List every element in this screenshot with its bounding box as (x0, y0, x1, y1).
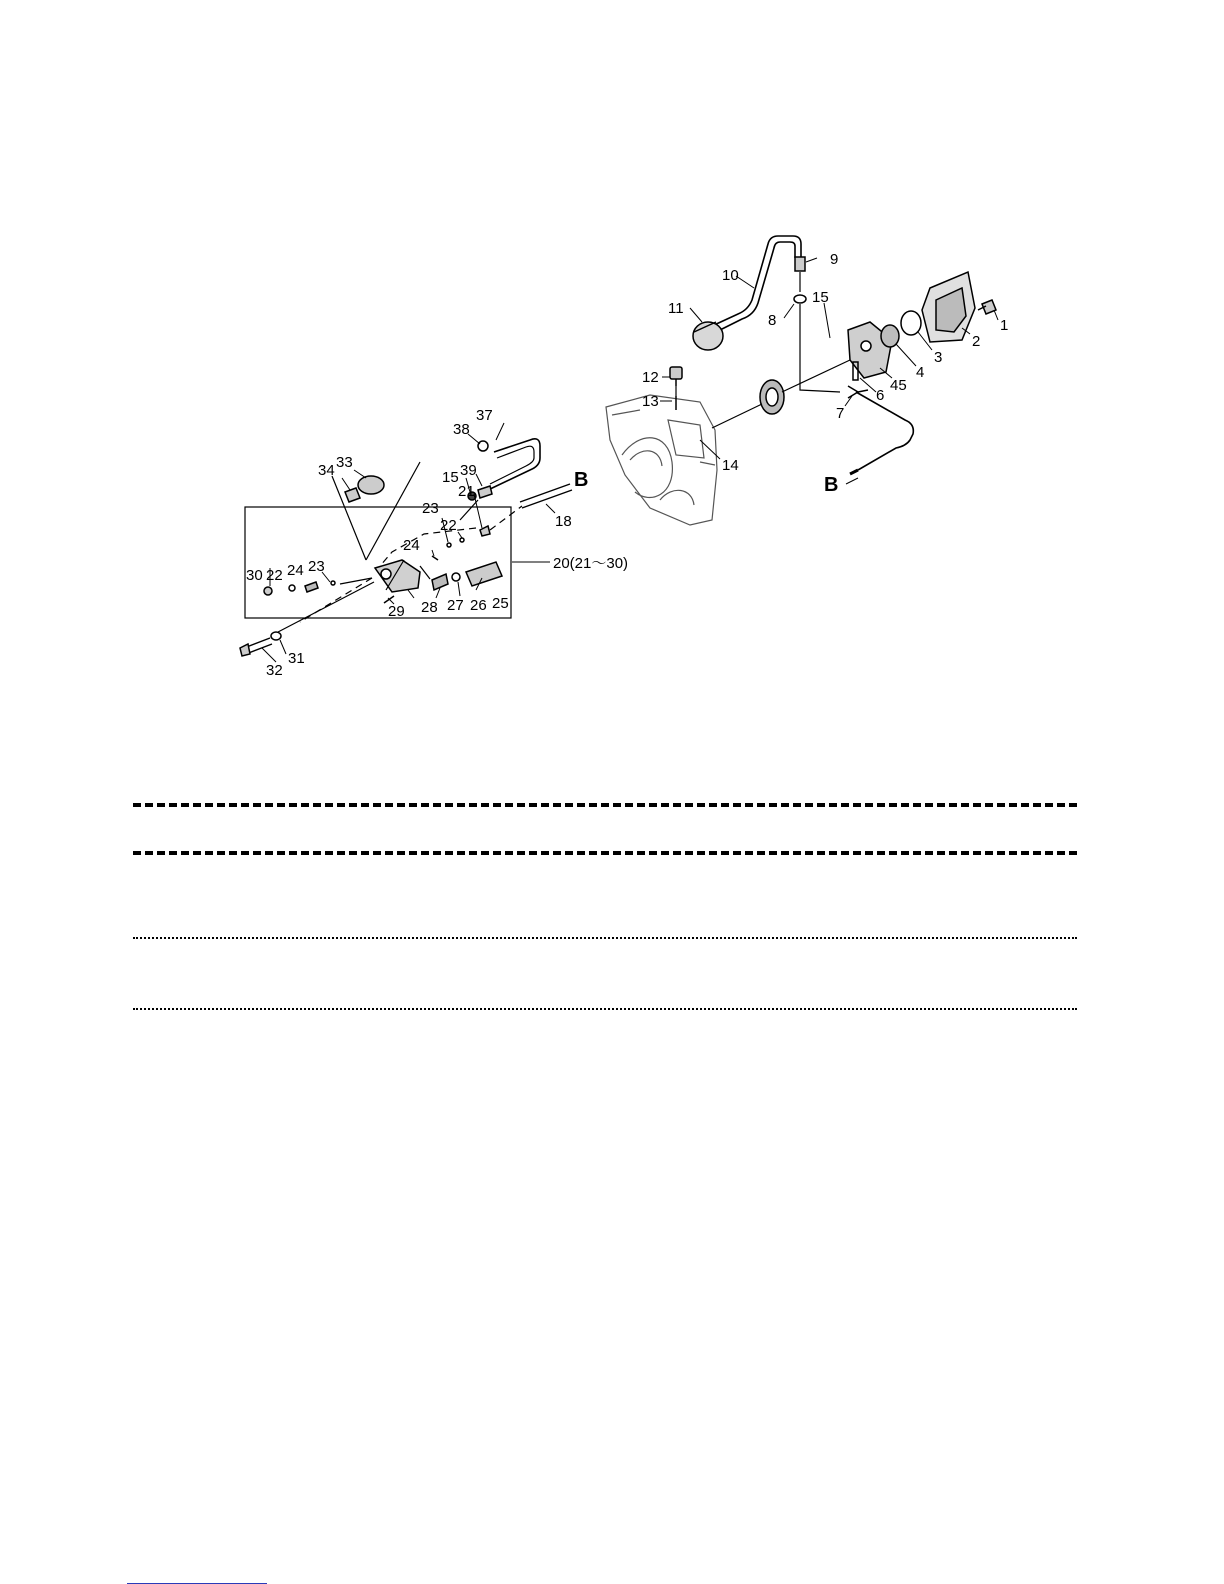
oil-seal-ring (760, 380, 784, 414)
adjuster-screw-12 (670, 367, 682, 386)
washer-8 (794, 295, 806, 303)
callout-21: 21 (458, 483, 475, 500)
callout-25: 25 (492, 595, 509, 612)
dotted-rule-bottom (133, 1008, 1077, 1010)
callout-31: 31 (288, 650, 305, 667)
callout-8: 8 (768, 312, 777, 329)
callout-30: 30 (246, 567, 263, 584)
callout-24-lower: 24 (287, 562, 304, 579)
callout-22-lower: 22 (266, 567, 283, 584)
callout-14: 14 (722, 457, 739, 474)
callout-7: 7 (836, 405, 845, 422)
callout-32: 32 (266, 662, 283, 679)
oil-pump-exploded-diagram (0, 0, 1224, 760)
callout-11: 11 (668, 300, 684, 317)
callout-34: 34 (318, 462, 335, 479)
callout-b-left: B (574, 469, 589, 491)
callout-22-upper: 22 (440, 517, 457, 534)
callout-26: 26 (470, 597, 487, 614)
callout-12: 12 (642, 369, 659, 386)
worm-gear-4 (881, 325, 899, 347)
callout-10: 10 (722, 267, 739, 284)
callout-15-upper: 15 (812, 289, 829, 306)
oil-filter-11 (693, 322, 723, 350)
callout-6: 6 (876, 387, 885, 404)
callout-37: 37 (476, 407, 493, 424)
dotted-rule-top (133, 937, 1077, 939)
callout-28: 28 (421, 599, 438, 616)
dashed-rule-top (133, 803, 1077, 807)
callout-38: 38 (453, 421, 470, 438)
callout-18: 18 (555, 513, 572, 530)
fitting-9 (795, 257, 805, 271)
callout-29: 29 (388, 603, 405, 620)
callout-24-upper: 24 (403, 537, 420, 554)
callout-20: 20(21～30) (553, 555, 629, 572)
dashed-rule-bottom (133, 851, 1077, 855)
callout-2: 2 (972, 333, 981, 350)
callout-9: 9 (830, 251, 839, 268)
callout-23-upper: 23 (422, 500, 439, 517)
tee-joint-7 (848, 386, 868, 398)
crankcase-housing (606, 395, 717, 525)
callout-23-lower: 23 (308, 558, 325, 575)
callout-b-right: B (824, 474, 839, 496)
plate-3 (901, 311, 921, 335)
assembly-lines (278, 272, 850, 632)
callout-4: 4 (916, 364, 925, 381)
knob-33 (358, 476, 384, 494)
clamp-38 (478, 441, 488, 451)
callout-13: 13 (642, 393, 659, 410)
callout-3: 3 (934, 349, 943, 366)
callout-labels (246, 251, 1008, 679)
callout-27: 27 (447, 597, 464, 614)
screw-34 (345, 488, 360, 502)
bolt-1 (978, 300, 996, 314)
callout-45: 45 (890, 377, 907, 394)
oil-hose-right-b (856, 392, 913, 470)
callout-15-lower: 15 (442, 469, 459, 486)
callout-33: 33 (336, 454, 353, 471)
callout-39: 39 (460, 462, 477, 479)
callout-1: 1 (1000, 317, 1009, 334)
washer-31 (271, 632, 281, 640)
